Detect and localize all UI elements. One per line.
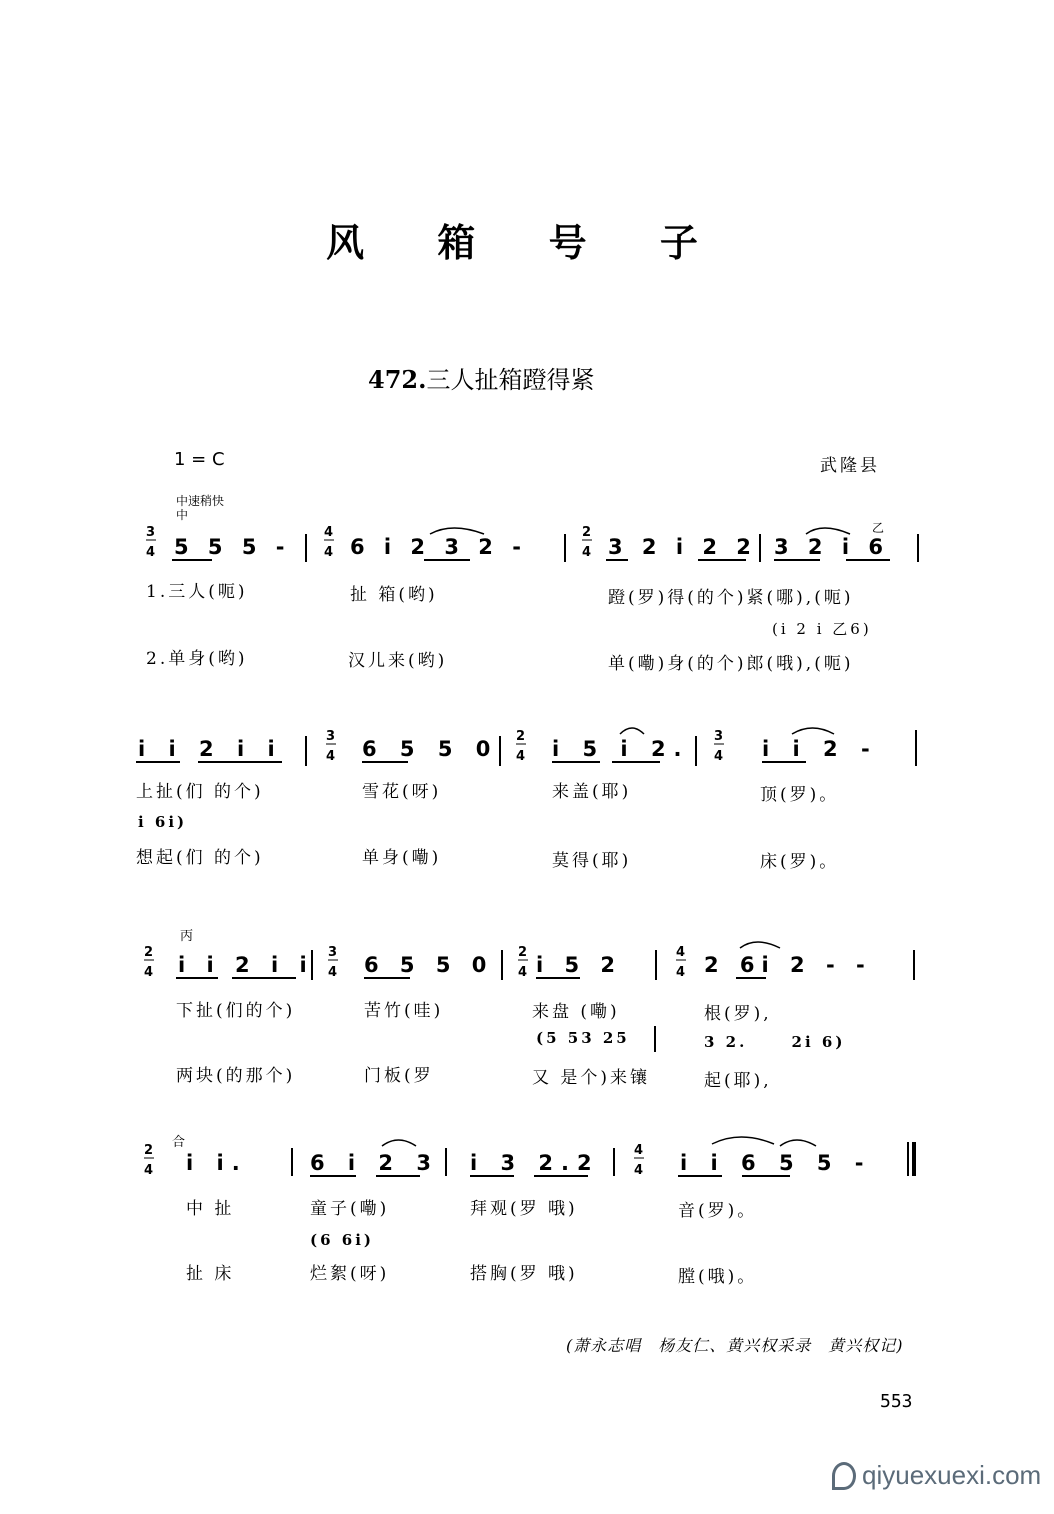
time-sig-den: 4 xyxy=(324,545,334,560)
lyric-segment: 音(罗)。 xyxy=(678,1201,758,1221)
time-sig-num: 4 xyxy=(324,525,334,540)
measure: i i 2 i i xyxy=(138,737,283,761)
measure: 6 5 5 0 xyxy=(362,737,499,761)
song-number: 472. xyxy=(368,365,427,394)
lyric-segment: 床(罗)。 xyxy=(760,852,840,872)
mark-bing: 丙 xyxy=(180,929,194,944)
lyric-segment: 来盖(耶) xyxy=(552,782,632,802)
measure: 6 i 2 3 2 - xyxy=(350,535,527,559)
alt-melody: (6 6i) xyxy=(310,1231,374,1249)
music-system-3 xyxy=(0,926,1054,986)
lyric-segment: 蹬(罗)得(的个)紧(哪),(呃) xyxy=(608,588,854,608)
measure: i i 2 i i xyxy=(178,953,314,977)
lyric-segment: 烂絮(呀) xyxy=(310,1264,390,1284)
grace-mark: 乙 xyxy=(872,521,885,535)
lyric-verse-1: 中 扯 xyxy=(186,1199,235,1219)
music-system-4 xyxy=(0,1128,1054,1184)
lyric-segment: 扯 箱(哟) xyxy=(350,585,438,605)
time-sig-num: 3 xyxy=(714,729,724,744)
watermark xyxy=(832,1460,1041,1491)
measure: 6 i 2 3 xyxy=(310,1151,439,1175)
watermark-text: qiyuexuexi.com xyxy=(862,1460,1042,1490)
lyric-verse-2: 两块(的那个) xyxy=(176,1066,296,1086)
time-sig-den: 4 xyxy=(146,545,156,560)
lyric-verse-1 xyxy=(146,577,247,602)
alt-melody: 3 2. 2i 6) xyxy=(704,1033,846,1051)
lyric-segment: 拜观(罗 哦) xyxy=(470,1199,578,1219)
mark-he: 合 xyxy=(172,1135,186,1150)
lyric-segment: 根(罗), xyxy=(704,1004,772,1024)
time-sig-num: 3 xyxy=(146,525,156,540)
music-system-1 xyxy=(0,520,1054,570)
time-sig-den: 4 xyxy=(676,965,686,980)
measure: i 5 2 xyxy=(536,953,623,977)
time-sig-den: 4 xyxy=(144,965,154,980)
page-number: 553 xyxy=(880,1391,913,1412)
measure: i 5 i 2. xyxy=(552,737,690,761)
lyric-segment: 雪花(呀) xyxy=(362,782,442,802)
lyric-segment: 汉儿来(哟) xyxy=(348,651,448,671)
measure: 3 2 i 6 xyxy=(774,535,889,559)
time-sig-den: 4 xyxy=(714,749,724,764)
lyric-segment: 膛(哦)。 xyxy=(678,1267,758,1287)
time-sig-num: 3 xyxy=(326,729,336,744)
measure: i i. xyxy=(186,1151,248,1175)
lyric-segment: 又 是个)来镶 xyxy=(532,1068,651,1088)
lyric-segment: 莫得(耶) xyxy=(552,851,632,871)
tempo-marking-sub: 中 xyxy=(176,508,189,522)
lyric-verse-1: 上扯(们 的个) xyxy=(136,782,264,802)
lyric-segment: 1.三人(呃) xyxy=(146,582,248,602)
measure: 3 2 i 2 2 xyxy=(608,535,757,559)
section-title: 风 箱 号 子 xyxy=(326,220,728,265)
measure: 6 5 5 0 xyxy=(364,953,494,977)
lyric-segment: 顶(罗)。 xyxy=(760,785,840,805)
song-title: 三人扯箱蹬得紧 xyxy=(426,366,595,394)
measure: i i 6 5 5 - xyxy=(680,1151,872,1175)
alt-melody: i 6i) xyxy=(138,813,188,831)
time-sig-den: 4 xyxy=(582,545,592,560)
lyric-segment: 单身(嘞) xyxy=(362,848,442,868)
lyric-verse-2: 扯 床 xyxy=(186,1264,235,1284)
time-sig-num: 2 xyxy=(144,1143,154,1158)
time-sig-den: 4 xyxy=(634,1163,644,1178)
alt-melody: (5 53 25 xyxy=(536,1029,630,1047)
lyric-verse-2: 2.单身(哟) xyxy=(146,649,248,669)
measure: 2 6i 2 - - xyxy=(704,953,872,977)
time-sig-den: 4 xyxy=(518,965,528,980)
time-sig-den: 4 xyxy=(144,1163,154,1178)
lyric-segment: 苦竹(哇) xyxy=(364,1001,444,1021)
measure: i 3 2.2 xyxy=(470,1151,600,1175)
time-sig-num: 4 xyxy=(634,1143,644,1158)
lyric-segment: 起(耶), xyxy=(704,1071,772,1091)
alt-melody: (i 2 i 乙6) xyxy=(772,620,872,638)
region-label: 武隆县 xyxy=(820,456,880,476)
key-signature: 1 = C xyxy=(174,449,225,470)
logo-icon xyxy=(832,1462,856,1490)
time-sig-num: 2 xyxy=(518,945,528,960)
time-sig-den: 4 xyxy=(328,965,338,980)
time-sig-num: 2 xyxy=(516,729,526,744)
lyric-segment: 搭胸(罗 哦) xyxy=(470,1264,578,1284)
time-sig-den: 4 xyxy=(326,749,336,764)
song-heading xyxy=(368,360,594,395)
music-system-2 xyxy=(0,724,1054,774)
time-sig-num: 3 xyxy=(328,945,338,960)
measure: i i 2 - xyxy=(762,737,878,761)
lyric-segment: 来盘 (嘞) xyxy=(532,1002,620,1022)
lyric-verse-1: 下扯(们的个) xyxy=(176,1001,296,1021)
credit-line: (萧永志唱 杨友仁、黄兴权采录 黄兴权记) xyxy=(566,1336,904,1355)
time-sig-num: 2 xyxy=(582,525,592,540)
tempo-marking: 中速稍快 xyxy=(176,494,225,508)
lyric-segment: 门板(罗 xyxy=(364,1066,434,1086)
lyric-segment: 单(嘞)身(的个)郎(哦),(呃) xyxy=(608,654,854,674)
time-sig-den: 4 xyxy=(516,749,526,764)
time-sig-num: 4 xyxy=(676,945,686,960)
barline xyxy=(654,1026,656,1052)
measure: 5 5 5 - xyxy=(174,535,291,559)
time-sig-num: 2 xyxy=(144,945,154,960)
lyric-verse-2: 想起(们 的个) xyxy=(136,848,264,868)
lyric-segment: 童子(嘞) xyxy=(310,1199,390,1219)
